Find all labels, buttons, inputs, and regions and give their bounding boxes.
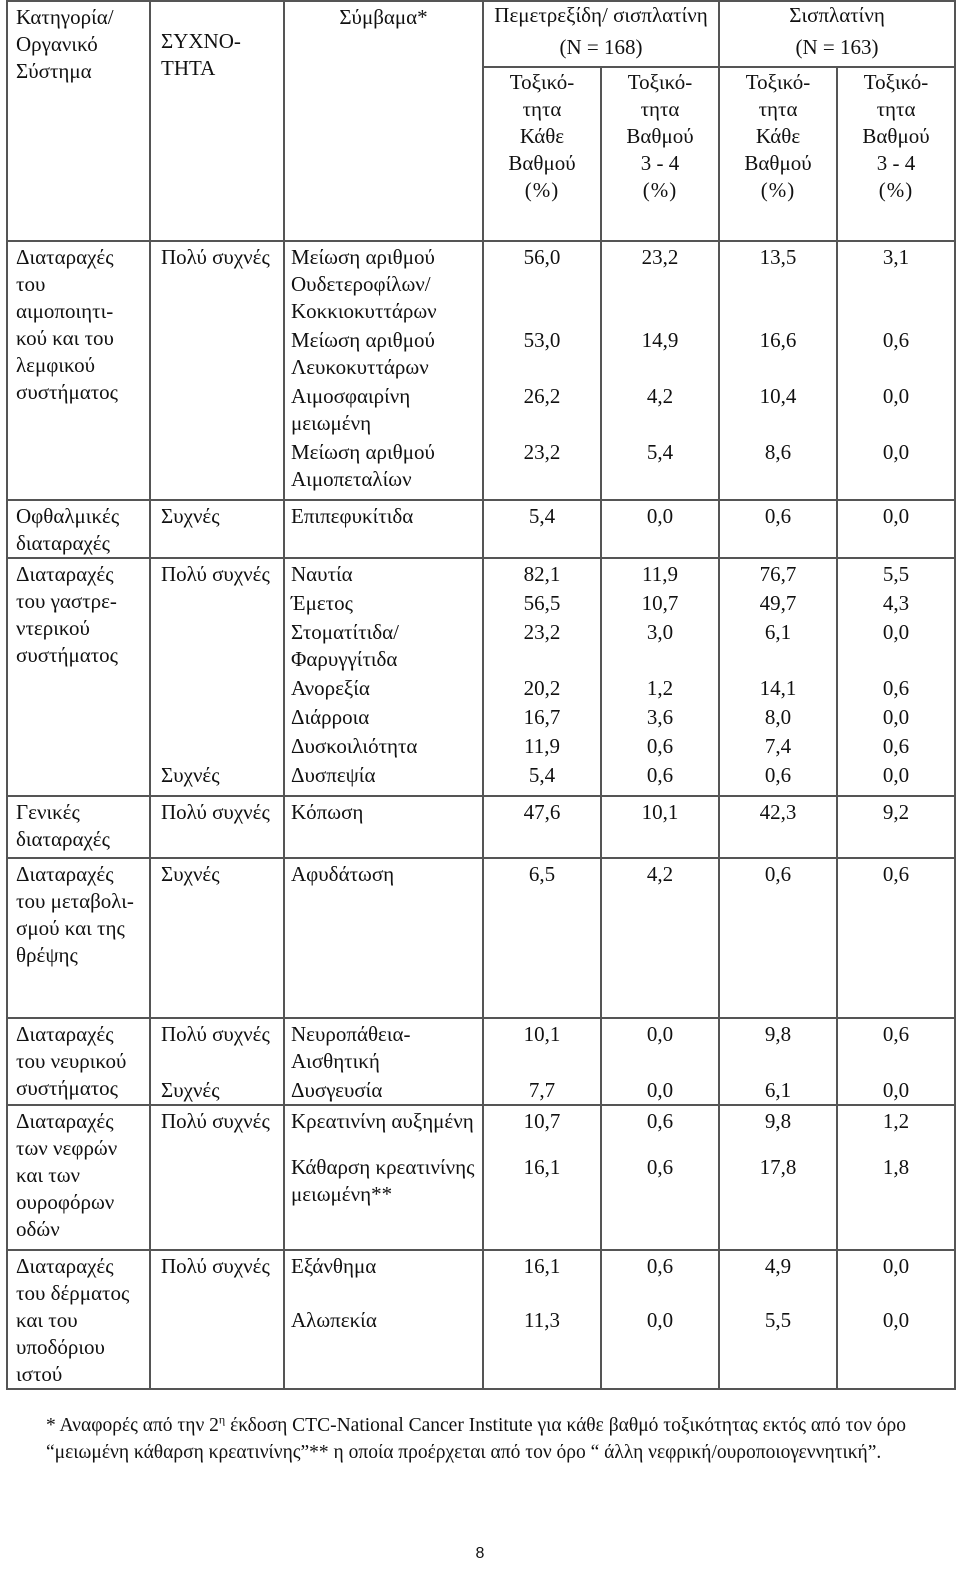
- group1-n: (N = 168): [483, 34, 719, 66]
- page-number: 8: [475, 1545, 485, 1562]
- value-cell: 5,5: [837, 558, 955, 588]
- value-cell: 16,7: [483, 702, 601, 731]
- value-cell: 20,2: [483, 673, 601, 702]
- value-cell: 6,1: [719, 617, 837, 673]
- event-cell: Ναυτία: [284, 558, 483, 588]
- value-cell: 0,0: [837, 1250, 955, 1305]
- value-cell: 26,2: [483, 381, 601, 437]
- group1-header: Πεμετρεξίδη/ σισπλατίνη: [483, 1, 719, 34]
- value-cell: 0,0: [601, 1305, 719, 1389]
- value-cell: 5,4: [601, 437, 719, 500]
- category-cell: Διαταραχές των νεφρών και των ουροφόρων οδών: [7, 1105, 150, 1250]
- event-cell: Διάρροια: [284, 702, 483, 731]
- value-cell: 10,4: [719, 381, 837, 437]
- value-cell: 7,4: [719, 731, 837, 760]
- value-cell: 9,2: [837, 796, 955, 858]
- event-cell: Δυσκοιλιότητα: [284, 731, 483, 760]
- category-cell: Διαταραχές του γαστρε-ντερικού συστήματος: [7, 558, 150, 796]
- value-cell: 10,1: [483, 1018, 601, 1075]
- table-row: [7, 858, 955, 1018]
- value-cell: 0,0: [837, 702, 955, 731]
- frequency-cell: Συχνές: [150, 760, 284, 796]
- category-cell: Διαταραχές του μεταβολι-σμού και της θρέψης: [7, 858, 150, 1018]
- value-cell: 13,5: [719, 241, 837, 325]
- g2-grade34-header: Τοξικό- τητα Βαθμού 3 - 4 (%): [837, 67, 955, 241]
- frequency-cell: Πολύ συχνές: [150, 1105, 284, 1250]
- value-cell: 3,6: [601, 702, 719, 731]
- event-cell: Αιμοσφαιρίνη μειωμένη: [284, 381, 483, 437]
- event-cell: Νευροπάθεια-Αισθητική: [284, 1018, 483, 1075]
- value-cell: 0,6: [601, 760, 719, 796]
- value-cell: 47,6: [483, 796, 601, 858]
- event-cell: Κρεατινίνη αυξημένη: [284, 1105, 483, 1152]
- g2-any-grade-header: Τοξικό- τητα Κάθε Βαθμού (%): [719, 67, 837, 241]
- event-cell: Ανορεξία: [284, 673, 483, 702]
- value-cell: 14,9: [601, 325, 719, 381]
- category-cell: Οφθαλμικές διαταραχές: [7, 500, 150, 558]
- event-cell: Μείωση αριθμού Αιμοπεταλίων: [284, 437, 483, 500]
- event-cell: Μείωση αριθμού Ουδετεροφίλων/ Κοκκιοκυττάρων: [284, 241, 483, 325]
- frequency-cell: Συχνές: [150, 858, 284, 1018]
- frequency-cell: Πολύ συχνές: [150, 1018, 284, 1075]
- table-row: [7, 1018, 955, 1075]
- event-cell: Αφυδάτωση: [284, 858, 483, 1018]
- value-cell: 5,4: [483, 500, 601, 558]
- value-cell: 0,0: [837, 381, 955, 437]
- event-cell: Κόπωση: [284, 796, 483, 858]
- value-cell: 0,6: [601, 1105, 719, 1152]
- value-cell: 8,0: [719, 702, 837, 731]
- value-cell: 16,1: [483, 1152, 601, 1250]
- event-cell: Στοματίτιδα/ Φαρυγγίτιδα: [284, 617, 483, 673]
- value-cell: 23,2: [601, 241, 719, 325]
- adverse-events-table: [6, 0, 956, 1390]
- value-cell: 0,6: [601, 1152, 719, 1250]
- value-cell: 0,0: [837, 760, 955, 796]
- value-cell: 0,6: [837, 325, 955, 381]
- frequency-cell: Πολύ συχνές: [150, 241, 284, 500]
- table-row: [7, 796, 955, 858]
- value-cell: 6,5: [483, 858, 601, 1018]
- value-cell: 11,9: [601, 558, 719, 588]
- category-header: Κατηγορία/ Οργανικό Σύστημα: [7, 1, 150, 241]
- category-cell: Διαταραχές του δέρματος και του υποδόριου ιστού: [7, 1250, 150, 1389]
- frequency-cell: Πολύ συχνές: [150, 558, 284, 760]
- value-cell: 0,0: [601, 500, 719, 558]
- value-cell: 0,6: [837, 1018, 955, 1075]
- group2-n: (N = 163): [719, 34, 955, 66]
- value-cell: 0,0: [837, 437, 955, 500]
- value-cell: 0,6: [601, 1250, 719, 1305]
- value-cell: 11,9: [483, 731, 601, 760]
- table-row: [7, 500, 955, 558]
- value-cell: 4,2: [601, 858, 719, 1018]
- value-cell: 0,0: [837, 617, 955, 673]
- table-row: [7, 1105, 955, 1152]
- value-cell: 11,3: [483, 1305, 601, 1389]
- value-cell: 0,0: [601, 1075, 719, 1105]
- value-cell: 10,7: [601, 588, 719, 617]
- category-cell: Διαταραχές του νευρικού συστήματος: [7, 1018, 150, 1105]
- g1-grade34-header: Τοξικό- τητα Βαθμού 3 - 4 (%): [601, 67, 719, 241]
- value-cell: 3,0: [601, 617, 719, 673]
- event-cell: Αλωπεκία: [284, 1305, 483, 1389]
- frequency-cell: Πολύ συχνές: [150, 1250, 284, 1389]
- value-cell: 0,6: [837, 673, 955, 702]
- value-cell: 1,2: [837, 1105, 955, 1152]
- event-cell: Εξάνθημα: [284, 1250, 483, 1305]
- value-cell: 0,6: [601, 731, 719, 760]
- value-cell: 1,8: [837, 1152, 955, 1250]
- value-cell: 5,5: [719, 1305, 837, 1389]
- footnote: * Αναφορές από την $2^\eta$ έκδοση CTC-National Cancer Institute για κάθε βαθμό τοξικότητας εκτός από τον όρο “μειωμένη κάθαρση κρεατινίνης”** η οποία προέρχεται από τον όρο “ άλλη νεφρική/ουροποιογεννητική”.: [46, 1412, 907, 1463]
- event-cell: Επιπεφυκίτιδα: [284, 500, 483, 558]
- value-cell: 4,9: [719, 1250, 837, 1305]
- event-cell: Δυσγευσία: [284, 1075, 483, 1105]
- table-row: [7, 241, 955, 325]
- value-cell: 0,6: [719, 500, 837, 558]
- table-row: [7, 1250, 955, 1305]
- value-cell: 9,8: [719, 1105, 837, 1152]
- frequency-header: ΣΥΧΝΟ-ΤΗΤΑ: [150, 1, 284, 241]
- value-cell: 4,3: [837, 588, 955, 617]
- value-cell: 5,4: [483, 760, 601, 796]
- frequency-cell: Πολύ συχνές: [150, 796, 284, 858]
- value-cell: 17,8: [719, 1152, 837, 1250]
- value-cell: 3,1: [837, 241, 955, 325]
- value-cell: 6,1: [719, 1075, 837, 1105]
- event-cell: Μείωση αριθμού Λευκοκυττάρων: [284, 325, 483, 381]
- category-cell: Γενικές διαταραχές: [7, 796, 150, 858]
- value-cell: 0,6: [719, 858, 837, 1018]
- value-cell: 7,7: [483, 1075, 601, 1105]
- g1-any-grade-header: Τοξικό- τητα Κάθε Βαθμού (%): [483, 67, 601, 241]
- value-cell: 0,0: [837, 1075, 955, 1105]
- header-row: [7, 1, 955, 34]
- value-cell: 14,1: [719, 673, 837, 702]
- value-cell: 53,0: [483, 325, 601, 381]
- value-cell: 23,2: [483, 437, 601, 500]
- table-row: [7, 558, 955, 588]
- value-cell: 9,8: [719, 1018, 837, 1075]
- value-cell: 76,7: [719, 558, 837, 588]
- value-cell: 4,2: [601, 381, 719, 437]
- document-page: [6, 0, 954, 1390]
- value-cell: 0,0: [837, 500, 955, 558]
- table-row: [7, 1075, 955, 1105]
- value-cell: 42,3: [719, 796, 837, 858]
- frequency-cell: Συχνές: [150, 1075, 284, 1105]
- event-cell: Κάθαρση κρεατινίνης μειωμένη**: [284, 1152, 483, 1250]
- value-cell: 56,0: [483, 241, 601, 325]
- value-cell: 0,0: [837, 1305, 955, 1389]
- category-cell: Διαταραχές του αιμοποιητι-κού και του λεμφικού συστήματος: [7, 241, 150, 500]
- adverse-event-header: Σύμβαμα*: [284, 1, 483, 241]
- value-cell: 49,7: [719, 588, 837, 617]
- value-cell: 1,2: [601, 673, 719, 702]
- value-cell: 16,1: [483, 1250, 601, 1305]
- value-cell: 0,0: [601, 1018, 719, 1075]
- event-cell: Δυσπεψία: [284, 760, 483, 796]
- value-cell: 0,6: [837, 731, 955, 760]
- frequency-cell: Συχνές: [150, 500, 284, 558]
- value-cell: 56,5: [483, 588, 601, 617]
- value-cell: 16,6: [719, 325, 837, 381]
- event-cell: Έμετος: [284, 588, 483, 617]
- value-cell: 10,1: [601, 796, 719, 858]
- table-row: [7, 760, 955, 796]
- group2-header: Σισπλατίνη: [719, 1, 955, 34]
- value-cell: 0,6: [837, 858, 955, 1018]
- value-cell: 10,7: [483, 1105, 601, 1152]
- value-cell: 23,2: [483, 617, 601, 673]
- value-cell: 82,1: [483, 558, 601, 588]
- value-cell: 8,6: [719, 437, 837, 500]
- value-cell: 0,6: [719, 760, 837, 796]
